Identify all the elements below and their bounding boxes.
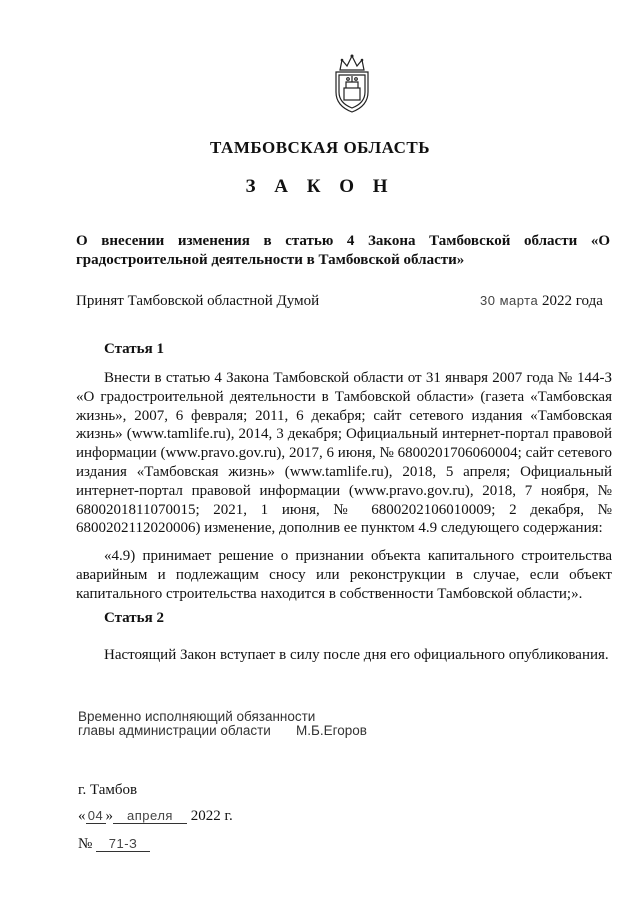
signature-position-line2: главы администрации области — [78, 723, 271, 738]
article-1-heading: Статья 1 — [104, 341, 164, 357]
date-close-quote: » — [105, 808, 113, 824]
signing-year: 2022 г. — [190, 808, 233, 824]
adopted-date — [480, 293, 603, 310]
article-1-text: Внести в статью 4 Закона Тамбовской области от 31 января 2007 года № 144-З «О градостроительной деятельности в Тамбовской области» (газета «Тамбовская жизнь», 2007, 6 февраля; 2011, 6 декабря; сайт сетевого издания «Тамбовская жизнь» (www.tamlife.ru), 2014, 3 декабря; Официальный интернет-портал правовой информации (www.pravo.gov.ru), 2017, 6 июня, № 6800201706060004; сайт сетевого издания «Тамбовская жизнь» (www.tamlife.ru), 2018, 5 апреля; Официальный интернет-портал правовой информации (www.pravo.gov.ru), 2018, 7 ноября, № 6800201811070015; 2021, 1 июня, № 6800202106010009; 2 декабря, № 6800202112020006) изменение, дополнив ее пунктом 4.9 следующего содержания: — [76, 370, 612, 537]
signing-month: апреля — [113, 808, 187, 824]
date-open-quote: « — [78, 808, 86, 824]
place-of-signing: г. Тамбов — [78, 782, 138, 798]
signing-date — [78, 808, 233, 825]
adopted-day: 30 марта — [480, 293, 539, 308]
document-type: З А К О Н — [245, 176, 395, 197]
law-number — [78, 836, 150, 853]
article-2-text: Настоящий Закон вступает в силу после дня его официального опубликования. — [104, 647, 609, 663]
adopted-year: 2022 года — [541, 293, 603, 309]
adopted-text: Принят Тамбовской областной Думой — [76, 293, 320, 309]
tambov-coat-of-arms-icon — [320, 52, 384, 116]
law-number-value: 71-З — [96, 836, 150, 852]
article-2-heading: Статья 2 — [104, 610, 164, 626]
signature-position-line1: Временно исполняющий обязанности — [78, 709, 316, 724]
number-sign: № — [78, 836, 93, 852]
signing-day: 04 — [86, 808, 106, 824]
article-1-quote: «4.9) принимает решение о признании объекта капитального строительства аварийным и подлежащим сносу или реконструкции в случае, если объект капитального строительства находится в собственности Тамбовской области;». — [76, 548, 612, 602]
signatory-name: М.Б.Егоров — [296, 723, 367, 738]
law-title: О внесении изменения в статью 4 Закона Тамбовской области «О градостроительной деятельности в Тамбовской области» — [76, 233, 610, 268]
region-title: ТАМБОВСКАЯ ОБЛАСТЬ — [210, 138, 430, 157]
